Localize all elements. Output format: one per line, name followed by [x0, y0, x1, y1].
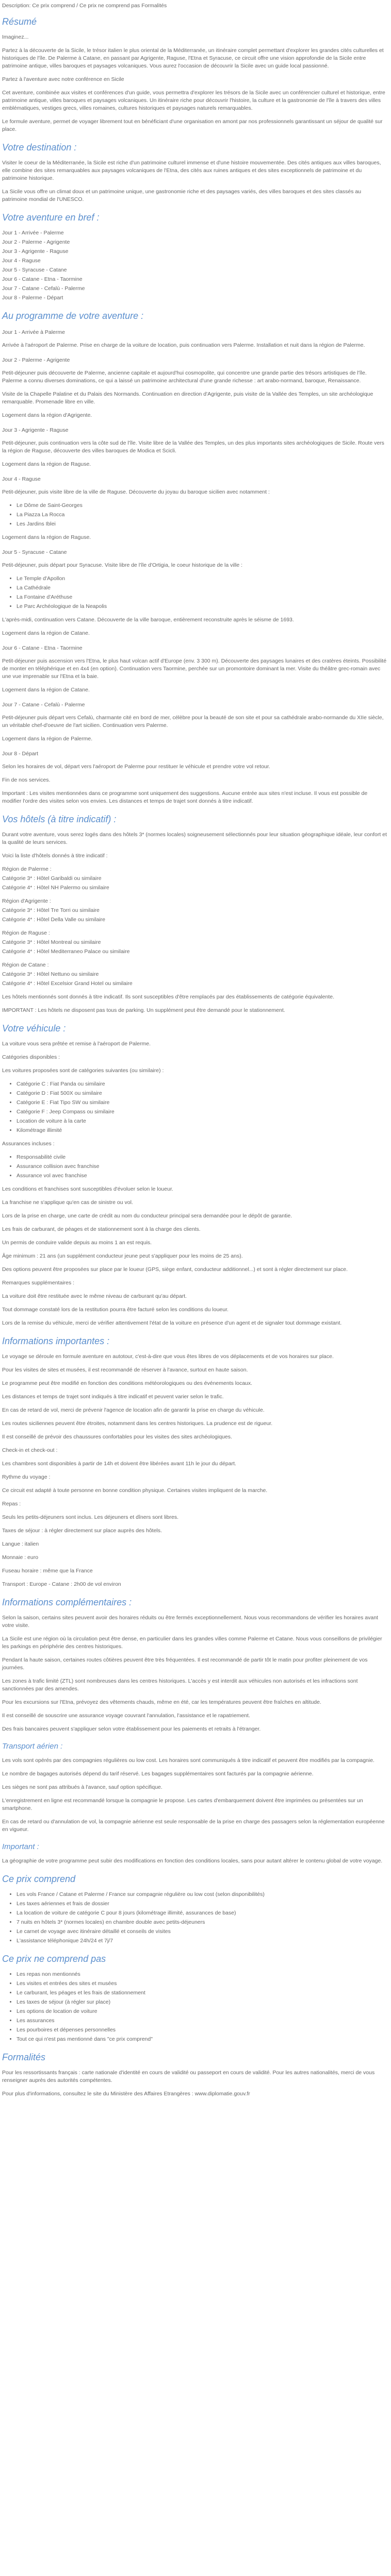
comprend-title: Ce prix comprend	[2, 1874, 76, 1884]
resume-para: Partez à l'aventure avec notre conférence en Sicile	[2, 76, 124, 82]
day-para: Visite de la Chapelle Palatine et du Palais des Normands. Continuation en direction d'Agrigente, puis visite de la Vallée des Temples, un site archéologique remarquable. Promenade libre en ville.	[2, 391, 373, 405]
hotel-region: Région d'Agrigente :	[2, 898, 51, 904]
infos-language: Langue : italien	[2, 1541, 39, 1547]
day-para: Petit-déjeuner, puis continuation vers la côte sud de l'île. Visite libre de la Vallée des Temples, un des plus importants sites archéologiques de Sicile. Route vers la région de Raguse, découverte des villes baroques de Modica et Scicli.	[2, 440, 384, 454]
hotel-region: Région de Catane :	[2, 962, 49, 968]
complementaires-para: Les zones à trafic limité (ZTL) sont nombreuses dans les centres historiques. L'accès y est interdit aux véhicules non autorisés et les infractions sont sanctionnées par des amendes.	[2, 1678, 358, 1692]
day-list-item: • Le Parc Archéologique de la Neapolis	[17, 603, 388, 611]
voyage-title: Votre aventure en bref :	[2, 212, 100, 223]
day-para: Petit-déjeuner, puis départ pour Syracuse. Visite libre de l'île d'Ortigia, le coeur historique de la ville :	[2, 562, 243, 568]
infos-para: Le programme peut être modifié en fonction des conditions météorologiques ou des événements locaux.	[2, 1380, 253, 1386]
day-para: Logement dans la région de Palerme.	[2, 736, 93, 742]
infos-money: Monnaie : euro	[2, 1554, 39, 1561]
transport-para: L'enregistrement en ligne est recommandé lorsque la compagnie le propose. Les cartes d'embarquement doivent être imprimées ou présentées sur un smartphone.	[2, 1798, 363, 1811]
formalites-para: Pour plus d'informations, consultez le site du Ministère des Affaires Etrangères : www.diplomatie.gouv.fr	[2, 2091, 250, 2097]
infos-meals: Seuls les petits-déjeuners sont inclus. Les déjeuners et dîners sont libres.	[2, 1514, 179, 1520]
formalites-title: Formalités	[2, 2052, 46, 2062]
resume-para: Imaginez...	[2, 34, 29, 40]
day-block	[2, 357, 388, 419]
resume-para: Le formule aventure, permet de voyager librement tout en bénéficiant d'une organisation en amont par nos professionnels garantissant un séjour de qualité sur place.	[2, 118, 383, 132]
day-list-item: • La Fontaine d'Aréthuse	[17, 594, 388, 601]
hotel-item: Catégorie 3* : Hôtel Tre Torri ou similaire	[2, 907, 100, 913]
hotel-item: Catégorie 4* : Hôtel Della Valle ou similaire	[2, 917, 105, 923]
day-block	[2, 427, 388, 468]
complementaires-para: La Sicile est une région où la circulation peut être dense, en particulier dans les grandes villes comme Palerme et Catane. Nous vous conseillons de privilégier les parkings en périphérie des centres historiques.	[2, 1636, 382, 1650]
vehicule-cat-item: • Catégorie F : Jeep Compass ou similaire	[17, 1108, 388, 1116]
voyage-item: Jour 7 - Catane - Cefalù - Palerme	[2, 285, 85, 292]
vehicule-cat-item: • Catégorie E : Fiat Tipo SW ou similaire	[17, 1099, 388, 1107]
infos-para: Les routes siciliennes peuvent être étroites, notamment dans les centres historiques. La prudence est de rigueur.	[2, 1420, 273, 1427]
important-para: La géographie de votre programme peut subir des modifications en fonction des conditions locales, sans pour autant altérer le contenu global de votre voyage.	[2, 1858, 383, 1864]
day-block	[2, 549, 388, 637]
complementaires-para: Il est conseillé de souscrire une assurance voyage couvrant l'annulation, l'assistance et le rapatriement.	[2, 1713, 250, 1719]
day-para: Arrivée à l'aéroport de Palerme. Prise en charge de la voiture de location, puis continuation vers Palerme. Installation et nuit dans la région de Palerme.	[2, 342, 365, 348]
infos-check: Les chambres sont disponibles à partir de 14h et doivent être libérées avant 11h le jour du départ.	[2, 1461, 236, 1467]
destination-para: La Sicile vous offre un climat doux et un patrimoine unique, une gastronomie riche et des paysages variés, des villes baroques et des sites classés au patrimoine mondial de l'UNESCO.	[2, 189, 362, 202]
day-para: Petit-déjeuner puis découverte de Palerme, ancienne capitale et aujourd'hui cosmopolite, qui concentre une grande partie des trésors artistiques de l'île. Palerme a connu diverses dominations, ce qui a laissé un patrimoine architectural d'une grande richesse : art arabo-normand, baroque, Renaissance.	[2, 370, 367, 384]
infos-para: Il est conseillé de prévoir des chaussures confortables pour les visites des sites archéologiques.	[2, 1434, 232, 1440]
comprend-item: • 7 nuits en hôtels 3* (normes locales) en chambre double avec petits-déjeuners	[17, 1919, 388, 1926]
day-block	[2, 645, 388, 694]
infos-check-title: Check-in et check-out :	[2, 1447, 58, 1453]
day-list-item: • La Cathédrale	[17, 584, 388, 592]
voyage-item: Jour 3 - Agrigente - Raguse	[2, 248, 69, 255]
necomprend-item: • Les options de location de voiture	[17, 2008, 388, 2015]
infos-section	[2, 1335, 388, 1588]
vehicule-title: Votre véhicule :	[2, 1023, 66, 1033]
vehicule-remarque: La voiture doit être restituée avec le même niveau de carburant qu'au départ.	[2, 1293, 187, 1299]
transport-para: Les sièges ne sont pas attribués à l'avance, sauf option spécifique.	[2, 1784, 162, 1790]
hotels-para: Voici la liste d'hôtels donnés à titre indicatif :	[2, 853, 108, 859]
day-title: Jour 3 - Agrigente - Raguse	[2, 427, 69, 433]
formalites-para: Pour les ressortissants français : carte nationale d'identité en cours de validité ou passeport en cours de validité. Pour les autres nationalités, merci de vous renseigner auprès des autorités compétentes.	[2, 2070, 375, 2083]
necomprend-item: • Les assurances	[17, 2017, 388, 2025]
necomprend-section	[2, 1953, 388, 2043]
vehicule-option: Des options peuvent être proposées sur place par le loueur (GPS, siège enfant, conducteur additionnel...) et sont à régler directement sur place.	[2, 1266, 348, 1273]
vehicule-assur-item: • Assurance vol avec franchise	[17, 1172, 388, 1180]
infos-meals-title: Repas :	[2, 1501, 21, 1507]
day-title: Jour 2 - Palerme - Agrigente	[2, 357, 70, 363]
voyage-list	[2, 229, 388, 302]
vehicule-cat-item: • Location de voiture à la carte	[17, 1117, 388, 1125]
destination-para: Visiter le coeur de la Méditerranée, la Sicile est riche d'un patrimoine culturel immense et d'une histoire mouvementée. Des cités antiques aux villes baroques, elle combine des sites remarquables aux paysages volcaniques de l'Etna, des cités aux ruines antiques et des sites exceptionnels de patrimoine et du patrimoine historique.	[2, 160, 381, 181]
vehicule-remarques-title: Remarques supplémentaires :	[2, 1280, 75, 1286]
day-title: Jour 1 - Arrivée à Palerme	[2, 329, 65, 335]
vehicule-assur-item: • Responsabilité civile	[17, 1154, 388, 1161]
hotel-item: Catégorie 4* : Hôtel NH Palermo ou similaire	[2, 885, 109, 891]
vehicule-remarque: Tout dommage constaté lors de la restitution pourra être facturé selon les conditions du loueur.	[2, 1307, 229, 1313]
vehicule-assur-item: • Assurance collision avec franchise	[17, 1163, 388, 1171]
infos-rythme: Ce circuit est adapté à toute personne en bonne condition physique. Certaines visites impliquent de la marche.	[2, 1487, 268, 1494]
infos-para: Le voyage se déroule en formule aventure en autotour, c'est-à-dire que vous êtes libres de vos déplacements et de vos horaires sur place.	[2, 1353, 334, 1360]
vehicule-cat-list	[2, 1080, 388, 1134]
day-list-item: • Le Temple d'Apollon	[17, 575, 388, 583]
day-list	[2, 502, 388, 528]
transport-title: Transport aérien :	[2, 1742, 63, 1751]
vehicule-section	[2, 1023, 388, 1327]
resume-section	[2, 16, 388, 133]
comprend-item: • Le carnet de voyage avec itinéraire détaillé et conseils de visites	[17, 1928, 388, 1936]
day-para: Logement dans la région de Catane.	[2, 630, 90, 636]
day-title: Jour 8 - Départ	[2, 751, 39, 757]
hotel-item: Catégorie 3* : Hôtel Montreal ou similaire	[2, 939, 101, 945]
infos-para: Les distances et temps de trajet sont indiqués à titre indicatif et peuvent varier selon le trafic.	[2, 1394, 224, 1400]
voyage-item: Jour 4 - Raguse	[2, 258, 41, 264]
complementaires-para: Pour les excursions sur l'Etna, prévoyez des vêtements chauds, même en été, car les températures peuvent être fraîches en altitude.	[2, 1699, 321, 1705]
vehicule-assur-list	[2, 1154, 388, 1180]
infos-rythme-title: Rythme du voyage :	[2, 1474, 51, 1480]
vehicule-intro: La voiture vous sera prêtée et remise à l'aéroport de Palerme.	[2, 1041, 151, 1047]
necomprend-item: • Les taxes de séjour (à régler sur place)	[17, 1998, 388, 2006]
infos-transport: Transport : Europe - Catane : 2h00 de vol environ	[2, 1581, 121, 1587]
infos-tax: Taxes de séjour : à régler directement sur place auprès des hôtels.	[2, 1528, 162, 1534]
resume-title: Résumé	[2, 16, 37, 27]
intro-line: Description: Ce prix comprend / Ce prix ne comprend pas Formalités	[2, 3, 167, 9]
infos-fuseau: Fuseau horaire : même que la France	[2, 1568, 93, 1574]
necomprend-item: • Tout ce qui n'est pas mentionné dans "ce prix comprend"	[17, 2036, 388, 2043]
day-title: Jour 6 - Catane - Etna - Taormine	[2, 645, 83, 651]
day-block	[2, 701, 388, 743]
vehicule-assur-note: La franchise ne s'applique qu'en cas de sinistre ou vol.	[2, 1199, 133, 1206]
vehicule-assur-note: Les conditions et franchises sont susceptibles d'évoluer selon le loueur.	[2, 1186, 173, 1192]
necomprend-item: • Le carburant, les péages et les frais de stationnement	[17, 1989, 388, 1997]
vehicule-note: Lors de la remise du véhicule, merci de vérifier attentivement l'état de la voiture en présence d'un agent et de signaler tout dommage existant.	[2, 1320, 342, 1326]
voyage-item: Jour 1 - Arrivée - Palerme	[2, 230, 64, 236]
complementaires-para: Selon la saison, certains sites peuvent avoir des horaires réduits ou être fermés exceptionnellement. Nous vous recommandons de vérifier les horaires avant votre visite.	[2, 1615, 378, 1629]
vehicule-assur-note: Les frais de carburant, de péages et de stationnement sont à la charge des clients.	[2, 1226, 201, 1232]
day-list-item: • Le Dôme de Saint-Georges	[17, 502, 388, 510]
hotels-section	[2, 814, 388, 1014]
complementaires-section	[2, 1597, 388, 1865]
hotel-region: Région de Raguse :	[2, 930, 50, 936]
transport-para: En cas de retard ou d'annulation de vol, la compagnie aérienne est seule responsable de la prise en charge des passagers selon la réglementation européenne en vigueur.	[2, 1819, 385, 1833]
hotel-region: Région de Palerme :	[2, 866, 52, 872]
necomprend-item: • Les repas non mentionnés	[17, 1971, 388, 1978]
vehicule-assur-title: Assurances incluses :	[2, 1141, 55, 1147]
day-title: Jour 4 - Raguse	[2, 476, 41, 482]
hotel-item: Catégorie 3* : Hôtel Nettuno ou similaire	[2, 971, 99, 977]
comprend-item: • La location de voiture de catégorie C pour 8 jours (kilométrage illimité, assurances de base)	[17, 1909, 388, 1917]
voyage-section	[2, 212, 388, 302]
day-para: Petit-déjeuner puis départ vers Cefalù, charmante cité en bord de mer, célèbre pour la beauté de son site et pour sa cathédrale arabo-normande du XIIe siècle, un véritable chef-d'oeuvre de l'art sicilien. Continuation vers Palerme.	[2, 715, 384, 728]
complementaires-para: Pendant la haute saison, certaines routes côtières peuvent être très fréquentées. Il est recommandé de partir tôt le matin pour profiter pleinement de vos journées.	[2, 1657, 368, 1671]
hotel-item: Catégorie 4* : Hôtel Mediterraneo Palace ou similaire	[2, 948, 130, 955]
day-list	[2, 575, 388, 611]
programme-title: Au programme de votre aventure :	[2, 311, 144, 321]
voyage-item: Jour 2 - Palerme - Agrigente	[2, 239, 70, 245]
important-title: Important :	[2, 1842, 39, 1851]
destination-title: Votre destination :	[2, 142, 77, 152]
day-block	[2, 476, 388, 541]
hotels-note: IMPORTANT : Les hôtels ne disposent pas tous de parking. Un supplément peut être demandé pour le stationnement.	[2, 1007, 285, 1013]
comprend-item: • L'assistance téléphonique 24h/24 et 7j/7	[17, 1937, 388, 1945]
day-para: Petit-déjeuner puis ascension vers l'Etna, le plus haut volcan actif d'Europe (env. 3 300 m). Découverte des paysages lunaires et des cratères éteints. Possibilité de monter en téléphérique et en 4x4 (en option). Continuation vers Taormine, perchée sur un promontoire dominant la mer. Visite du théâtre grec-romain avec une vue imprenable sur l'Etna et la baie.	[2, 658, 387, 680]
infos-title: Informations importantes :	[2, 1336, 110, 1346]
comprend-item: • Les taxes aériennes et frais de dossier	[17, 1900, 388, 1908]
comprend-list	[2, 1891, 388, 1945]
day-block	[2, 750, 388, 784]
voyage-item: Jour 5 - Syracuse - Catane	[2, 267, 67, 273]
day-para: L'après-midi, continuation vers Catane. Découverte de la ville baroque, entièrement reconstruite après le séisme de 1693.	[2, 617, 294, 623]
day-block	[2, 329, 388, 349]
day-title: Jour 7 - Catane - Cefalù - Palerme	[2, 702, 85, 708]
hotels-note: Les hôtels mentionnés sont donnés à titre indicatif. Ils sont susceptibles d'être remplacés par des établissements de catégorie équivalente.	[2, 994, 335, 1000]
day-para: Logement dans la région de Catane.	[2, 687, 90, 693]
hotels-title: Vos hôtels (à titre indicatif) :	[2, 814, 117, 824]
hotel-item: Catégorie 3* : Hôtel Garibaldi ou similaire	[2, 875, 102, 882]
vehicule-assur-note: Âge minimum : 21 ans (un supplément conducteur jeune peut s'appliquer pour les moins de 25 ans).	[2, 1253, 243, 1259]
transport-para: Le nombre de bagages autorisés dépend du tarif réservé. Les bagages supplémentaires sont facturés par la compagnie aérienne.	[2, 1771, 314, 1777]
programme-important: Important : Les visites mentionnées dans ce programme sont uniquement des suggestions. Aucune entrée aux sites n'est incluse. Il vous est possible de modifier l'ordre des visites selon vos envies. Les distances et temps de trajet sont donnés à titre indicatif.	[2, 790, 368, 804]
day-para: Selon les horaires de vol, départ vers l'aéroport de Palerme pour restituer le véhicule et prendre votre vol retour.	[2, 764, 270, 770]
necomprend-item: • Les visites et entrées des sites et musées	[17, 1980, 388, 1988]
transport-para: Les vols sont opérés par des compagnies régulières ou low cost. Les horaires sont communiqués à titre indicatif et peuvent être modifiés par la compagnie.	[2, 1757, 374, 1764]
vehicule-cat-item: • Catégorie D : Fiat 500X ou similaire	[17, 1090, 388, 1097]
vehicule-cat-title: Catégories disponibles :	[2, 1054, 60, 1060]
vehicule-assur-note: Un permis de conduire valide depuis au moins 1 an est requis.	[2, 1240, 152, 1246]
necomprend-list	[2, 1971, 388, 2043]
resume-para: Cet aventure, combinée aux visites et conférences d'un guide, vous permettra d'explorer les trésors de la Sicile avec un conférencier culturel et historique, entre patrimoine antique, villes baroques et paysages volcaniques. Un itinéraire riche pour découvrir l'histoire, la culture et la gastronomie de l'île à travers des villes emblématiques, vestiges grecs, villes romaines, cultures historiques et paysages naturels remarquables.	[2, 90, 385, 111]
day-list-item: • La Piazza La Rocca	[17, 511, 388, 519]
vehicule-cat-item: • Kilométrage illimité	[17, 1127, 388, 1134]
destination-section	[2, 142, 388, 204]
day-para: Petit-déjeuner, puis visite libre de la ville de Raguse. Découverte du joyau du baroque sicilien avec notamment :	[2, 489, 270, 495]
infos-para: Pour les visites de sites et musées, il est recommandé de réserver à l'avance, surtout en haute saison.	[2, 1367, 248, 1373]
comprend-item: • Les vols France / Catane et Palerme / France sur compagnie régulière ou low cost (selon disponibilités)	[17, 1891, 388, 1899]
complementaires-para: Des frais bancaires peuvent s'appliquer selon votre établissement pour les paiements et retraits à l'étranger.	[2, 1726, 261, 1732]
hotel-item: Catégorie 4* : Hôtel Excelsior Grand Hotel ou similaire	[2, 980, 133, 987]
vehicule-cat-item: • Catégorie C : Fiat Panda ou similaire	[17, 1080, 388, 1088]
day-para: Logement dans la région de Raguse.	[2, 461, 91, 467]
voyage-item: Jour 8 - Palerme - Départ	[2, 295, 63, 301]
day-para: Logement dans la région de Raguse.	[2, 534, 91, 540]
day-para: Logement dans la région d'Agrigente.	[2, 412, 92, 418]
day-title: Jour 5 - Syracuse - Catane	[2, 549, 67, 555]
complementaires-title: Informations complémentaires :	[2, 1597, 132, 1607]
day-para: Fin de nos services.	[2, 777, 51, 783]
voyage-item: Jour 6 - Catane - Etna - Taormine	[2, 276, 83, 282]
necomprend-item: • Les pourboires et dépenses personnelles	[17, 2026, 388, 2034]
infos-para: En cas de retard de vol, merci de prévenir l'agence de location afin de garantir la prise en charge du véhicule.	[2, 1407, 265, 1413]
resume-para: Partez à la découverte de la Sicile, le trésor italien le plus oriental de la Méditerranée, un itinéraire complet permettant d'explorer les grandes cités culturelles et historiques de l'île. De Palerme à Catane, en passant par Agrigente, Raguse, l'Etna et Syracuse, ce circuit offre une vision approfondie de la Sicile entre patrimoine antique, villes baroques et paysages volcaniques. Vous aurez l'occasion de découvrir la Sicile avec un guide local passionné.	[2, 47, 384, 69]
vehicule-assur-note: Lors de la prise en charge, une carte de crédit au nom du conducteur principal sera demandée pour le dépôt de garantie.	[2, 1213, 292, 1219]
necomprend-title: Ce prix ne comprend pas	[2, 1954, 106, 1964]
day-list-item: • Les Jardins Iblei	[17, 520, 388, 528]
comprend-section	[2, 1873, 388, 1945]
formalites-section	[2, 2052, 388, 2098]
programme-section	[2, 310, 388, 805]
hotels-intro: Durant votre aventure, vous serez logés dans des hôtels 3* (normes locales) soigneusement sélectionnés pour leur situation géographique idéale, leur confort et la qualité de leurs services.	[2, 832, 387, 845]
vehicule-cat-intro: Les voitures proposées sont de catégories suivantes (ou similaire) :	[2, 1067, 164, 1074]
